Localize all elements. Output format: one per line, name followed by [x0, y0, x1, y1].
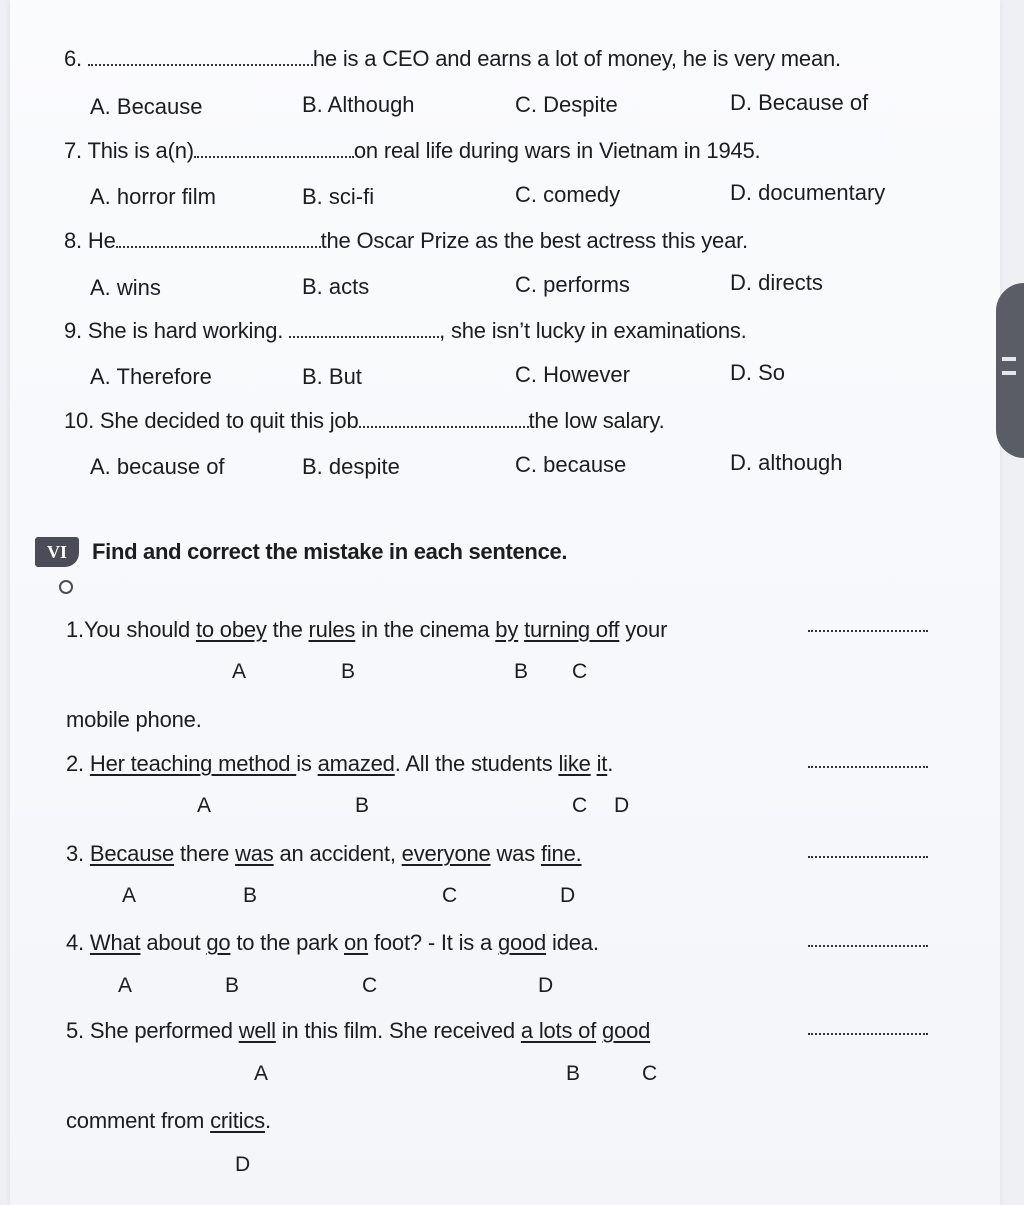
badge-dot-icon: [59, 580, 73, 594]
underlined-part[interactable]: What: [89, 930, 141, 955]
sentence-text: an accident,: [273, 841, 402, 866]
question-number: 10.: [64, 408, 94, 433]
mistake-question-5: [66, 1018, 650, 1044]
option-label-d: D: [614, 794, 630, 817]
option-c[interactable]: C. However: [515, 362, 630, 387]
option-label-b: B: [566, 1062, 581, 1085]
underlined-part[interactable]: well: [238, 1018, 276, 1043]
section-heading: Find and correct the mistake in each sentence.: [92, 539, 568, 564]
option-d[interactable]: D. directs: [730, 270, 823, 295]
question-text: He: [87, 228, 116, 253]
question-8: [64, 228, 748, 254]
question-text: She is hard working.: [87, 318, 284, 343]
answer-blank[interactable]: [88, 46, 313, 66]
option-d[interactable]: D. Because of: [730, 90, 869, 115]
option-c[interactable]: C. performs: [515, 272, 630, 297]
question-text: She decided to quit this job: [99, 408, 359, 433]
option-label-a: A: [197, 794, 212, 817]
sentence-text: about: [140, 930, 207, 955]
option-a[interactable]: A. because of: [90, 454, 225, 479]
option-a[interactable]: A. wins: [90, 275, 161, 300]
option-label-a: A: [118, 974, 133, 997]
underlined-part[interactable]: turning off: [524, 617, 620, 642]
answer-blank[interactable]: [808, 764, 928, 768]
sentence-text: .: [607, 751, 614, 776]
underlined-part[interactable]: Her teaching method: [89, 751, 297, 776]
sentence-text: comment from: [66, 1108, 211, 1133]
option-b[interactable]: B. Although: [302, 92, 415, 117]
option-label-c: C: [442, 884, 458, 907]
answer-blank[interactable]: [808, 628, 928, 632]
underlined-part[interactable]: critics: [210, 1108, 265, 1133]
option-b[interactable]: B. acts: [302, 274, 370, 299]
sentence-text: there: [174, 841, 236, 866]
option-label-d: D: [560, 884, 576, 907]
option-label-d: D: [538, 974, 554, 997]
sentence-text: 3.: [66, 841, 90, 866]
underlined-part[interactable]: on: [343, 930, 369, 955]
option-label-c: C: [362, 974, 378, 997]
underlined-part[interactable]: go: [206, 930, 231, 955]
option-label-b: B: [341, 660, 356, 683]
underlined-part[interactable]: was: [235, 841, 274, 866]
sentence-text: in this film. She received: [275, 1018, 521, 1043]
question-9: [64, 318, 747, 344]
question-7: [64, 138, 760, 164]
sentence-text: your: [619, 617, 668, 642]
mistake-question-4: [66, 930, 599, 956]
underlined-part[interactable]: amazed: [317, 751, 395, 776]
sentence-text: . All the students: [394, 751, 559, 776]
answer-blank[interactable]: [289, 318, 439, 338]
option-b[interactable]: B. sci-fi: [302, 184, 375, 209]
option-label-d: D: [235, 1153, 251, 1176]
question-number: 9.: [64, 318, 82, 343]
underlined-part[interactable]: it: [596, 751, 608, 776]
mistake-question-2: [66, 751, 613, 777]
question-text: This is a(n): [87, 138, 194, 163]
underlined-part[interactable]: good: [497, 930, 547, 955]
option-b[interactable]: B. But: [302, 364, 362, 389]
answer-blank[interactable]: [359, 408, 529, 428]
underlined-part[interactable]: by: [495, 617, 519, 642]
sentence-text: foot? - It is a: [368, 930, 498, 955]
answer-blank[interactable]: [116, 228, 321, 248]
answer-blank[interactable]: [194, 138, 354, 158]
option-label-a: A: [254, 1062, 269, 1085]
sentence-text: 4.: [66, 930, 90, 955]
answer-blank[interactable]: [808, 854, 928, 858]
underlined-part[interactable]: a lots of: [520, 1018, 597, 1043]
mistake-question-3: [66, 841, 582, 867]
option-a[interactable]: A. Because: [90, 94, 203, 119]
sentence-text: 5. She performed: [66, 1018, 239, 1043]
option-d[interactable]: D. although: [730, 450, 843, 475]
question-number: 6.: [64, 46, 82, 71]
question-text: he is a CEO and earns a lot of money, he is very mean.: [312, 46, 841, 71]
underlined-part[interactable]: like: [558, 751, 591, 776]
sentence-continuation: mobile phone.: [66, 707, 202, 732]
option-b[interactable]: B. despite: [302, 454, 400, 479]
sentence-text: 1.You should: [66, 617, 196, 642]
sentence-text: in the cinema: [355, 617, 496, 642]
option-label-b: B: [243, 884, 258, 907]
answer-blank[interactable]: [808, 1031, 928, 1035]
underlined-part[interactable]: fine.: [540, 841, 582, 866]
underlined-part[interactable]: to obey: [195, 617, 267, 642]
option-d[interactable]: D. So: [730, 360, 786, 385]
question-6: [64, 46, 841, 72]
option-label-c: C: [572, 794, 588, 817]
mistake-question-1: [66, 617, 667, 643]
underlined-part[interactable]: Because: [89, 841, 175, 866]
option-label-b: B: [355, 794, 370, 817]
sentence-text: .: [264, 1108, 271, 1133]
question-text: the Oscar Prize as the best actress this year.: [320, 228, 748, 253]
question-text: , she isn’t lucky in examinations.: [439, 318, 747, 343]
underlined-part[interactable]: everyone: [401, 841, 491, 866]
sentence-text: to the park: [230, 930, 344, 955]
sentence-text: is: [296, 751, 318, 776]
option-label-c: C: [572, 660, 588, 683]
question-text: on real life during wars in Vietnam in 1945.: [353, 138, 761, 163]
option-c[interactable]: C. because: [515, 452, 627, 477]
option-d[interactable]: D. documentary: [730, 180, 886, 205]
question-10: [64, 408, 664, 434]
sentence-text: was: [490, 841, 541, 866]
question-text: the low salary.: [528, 408, 665, 433]
question-number: 7.: [64, 138, 82, 163]
answer-blank[interactable]: [808, 943, 928, 947]
option-a[interactable]: A. Therefore: [90, 364, 212, 389]
side-panel-tab[interactable]: [996, 283, 1024, 458]
section-badge: VI: [35, 537, 79, 567]
option-c[interactable]: C. comedy: [515, 182, 621, 207]
underlined-part[interactable]: good: [602, 1018, 651, 1043]
sentence-text: the: [266, 617, 309, 642]
question-number: 8.: [64, 228, 82, 253]
sentence-continuation: [66, 1108, 271, 1134]
option-label-c: C: [642, 1062, 658, 1085]
option-label-b: B: [514, 660, 529, 683]
sentence-text: idea.: [546, 930, 599, 955]
sentence-text: 2.: [66, 751, 90, 776]
handle-icon: [1002, 357, 1016, 361]
option-label-a: A: [122, 884, 137, 907]
handle-icon: [1002, 371, 1016, 375]
option-label-a: A: [232, 660, 247, 683]
option-label-b: B: [225, 974, 240, 997]
option-c[interactable]: C. Despite: [515, 92, 618, 117]
underlined-part[interactable]: rules: [308, 617, 356, 642]
option-a[interactable]: A. horror film: [90, 184, 216, 209]
